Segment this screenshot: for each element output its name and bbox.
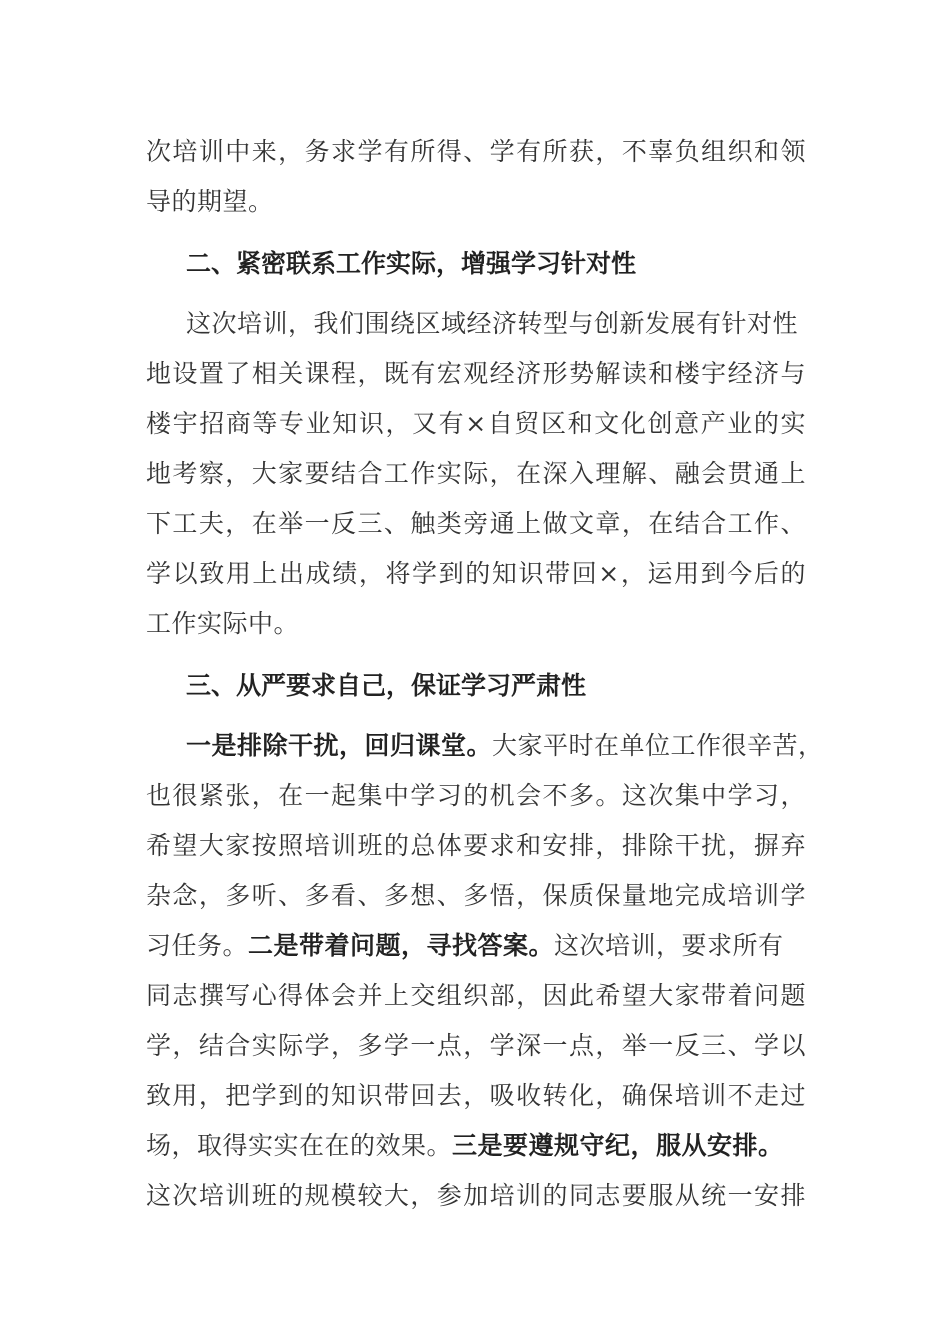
paragraph-line: 同志撰写心得体会并上交组织部，因此希望大家带着问题	[146, 981, 806, 1010]
paragraph-line: 致用，把学到的知识带回去，吸收转化，确保培训不走过	[146, 1081, 806, 1110]
section-heading-3: 三、从严要求自己，保证学习严肃性	[186, 671, 587, 700]
paragraph-line: 杂念，多听、多看、多想、多悟，保质保量地完成培训学	[146, 881, 806, 910]
paragraph-line: 希望大家按照培训班的总体要求和安排，排除干扰，摒弃	[146, 831, 806, 860]
paragraph-line: 工作实际中。	[146, 609, 300, 638]
paragraph-line: 地考察，大家要结合工作实际，在深入理解、融会贯通上	[146, 459, 806, 488]
paragraph-line: 也很紧张，在一起集中学习的机会不多。这次集中学习，	[146, 781, 806, 810]
bold-lead: 三是要遵规守纪，服从安排。	[452, 1131, 784, 1160]
bold-lead: 二是带着问题，寻找答案。	[248, 931, 555, 960]
paragraph-line: 地设置了相关课程，既有宏观经济形势解读和楼宇经济与	[146, 359, 806, 388]
paragraph-line: 下工夫，在举一反三、触类旁通上做文章，在结合工作、	[146, 509, 806, 538]
paragraph-line: 学，结合实际学，多学一点，学深一点，举一反三、学以	[146, 1031, 806, 1060]
paragraph-line: 习任务。二是带着问题，寻找答案。这次培训，要求所有	[146, 931, 784, 960]
paragraph-line: 场，取得实实在在的效果。三是要遵规守纪，服从安排。	[146, 1131, 784, 1160]
paragraph-line: 次培训中来，务求学有所得、学有所获，不辜负组织和领	[146, 137, 806, 166]
bold-lead: 一是排除干扰，回归课堂。	[186, 731, 493, 760]
section-heading-2: 二、紧密联系工作实际，增强学习针对性	[186, 249, 637, 278]
paragraph-line: 楼宇招商等专业知识，又有×自贸区和文化创意产业的实	[146, 409, 806, 438]
paragraph-line: 这次培训，我们围绕区域经济转型与创新发展有针对性	[186, 309, 799, 338]
paragraph-line: 一是排除干扰，回归课堂。大家平时在单位工作很辛苦，	[186, 731, 824, 760]
paragraph-line: 学以致用上出成绩，将学到的知识带回×，运用到今后的	[146, 559, 806, 588]
paragraph-line: 导的期望。	[146, 187, 274, 216]
paragraph-line: 这次培训班的规模较大，参加培训的同志要服从统一安排	[146, 1181, 806, 1210]
